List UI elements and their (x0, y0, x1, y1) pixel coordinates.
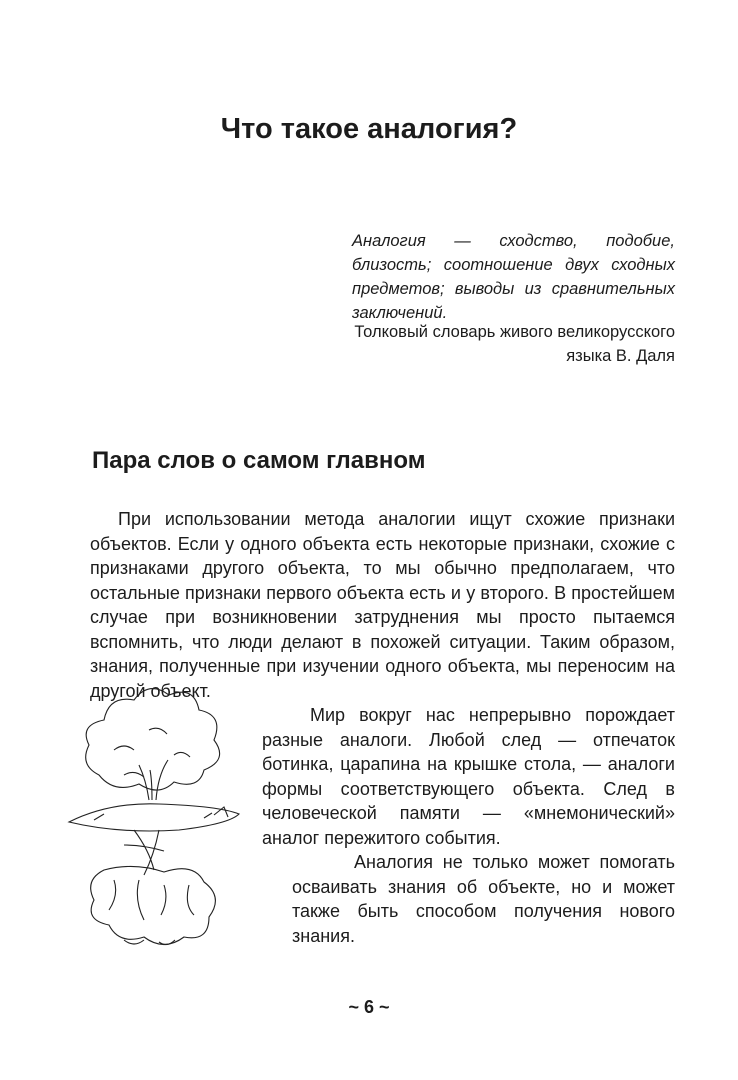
page-number: ~ 6 ~ (348, 997, 390, 1017)
body-text (90, 507, 675, 703)
section-heading: Пара слов о самом главном (92, 447, 426, 474)
wrapped-text (262, 703, 675, 948)
paragraph-1: При использовании метода аналогии ищут схожие признаки объектов. Если у одного объекта есть некоторые признаки, схожие с признаками другого объекта, то мы обычно предполагаем, что остальные признаки первого объекта есть и у второго. В простейшем случае при возникновении затруднения мы просто пытаемся вспомнить, что люди делают в похожей ситуации. Таким образом, знания, полученные при изучении одного объекта, мы переносим на другой объект. (90, 509, 675, 701)
page-title: Что такое аналогия? (220, 113, 518, 145)
epigraph-quote: Аналогия — сходство, подобие, близость; соотношение двух сходных предметов; выводы из сравнительных заключений. (352, 232, 675, 322)
paragraph-3: Аналогия не только может помогать осваивать знания об объекте, но и может также быть способом получения нового знания. (292, 852, 675, 946)
paragraph-2: Мир вокруг нас непрерывно порождает разные аналоги. Любой след — отпечаток ботинка, царапина на крышке стола, — аналоги формы соответствующего объекта. След в человеческой памяти — «мнемонический» аналог пережитого события. (262, 705, 675, 848)
epigraph-source: Толковый словарь живого великорусского языка В. Даля (354, 323, 675, 365)
tree-reflection-illustration (64, 680, 254, 980)
